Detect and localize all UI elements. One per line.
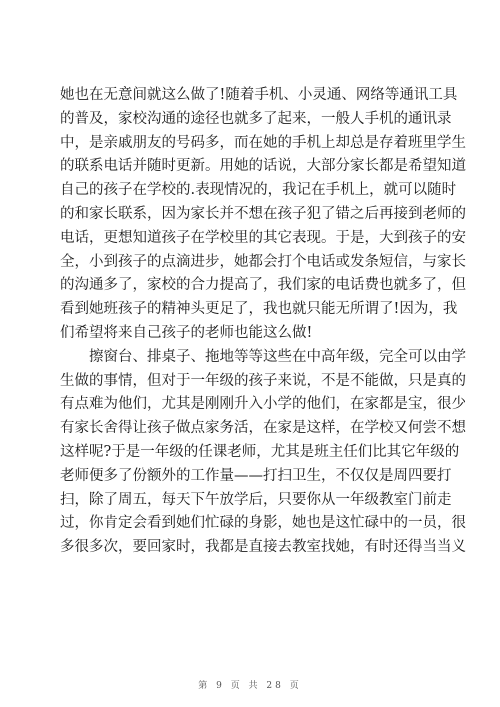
text-line: 这样呢?于是一年级的任课老师，尤其是班主任们比其它年级的 (60, 443, 460, 460)
text-line: 的和家长联系，因为家长并不想在孩子犯了错之后再接到老师的 (60, 205, 466, 222)
paragraph-1 (60, 84, 466, 346)
paragraph-2 (60, 346, 466, 560)
page-number-footer: 第 9 页 共 28 页 (198, 681, 302, 691)
text-line: 们希望将来自己孩子的老师也能这么做! (60, 324, 313, 341)
text-line: 的联系电话并随时更新。用她的话说，大部分家长都是希望知道 (60, 158, 466, 175)
text-line: 的沟通多了，家校的合力提高了，我们家的电话费也就多了，但 (60, 277, 466, 294)
text-line: 生做的事情，但对于一年级的孩子来说，不是不能做，只是真的 (60, 372, 466, 389)
text-line: 有家长舍得让孩子做点家务活，在家是这样，在学校又何尝不想 (60, 420, 466, 437)
text-line: 看到她班孩子的精神头更足了，我也就只能无所谓了!因为，我 (60, 301, 458, 318)
text-line: 全，小到孩子的点滴进步，她都会打个电话或发条短信，与家长 (60, 253, 466, 270)
text-line: 擦窗台、排桌子、拖地等等这些在中高年级，完全可以由学 (89, 348, 466, 365)
text-line: 过，你肯定会看到她们忙碌的身影，她也是这忙碌中的一员，很 (60, 515, 466, 532)
text-line: 中，是亲戚朋友的号码多，而在她的手机上却总是存着班里学生 (60, 134, 466, 151)
text-line: 她也在无意间就这么做了!随着手机、小灵通、网络等通讯工具 (60, 87, 458, 103)
document-body (60, 84, 466, 560)
text-line: 老师便多了份额外的工作量——打扫卫生，不仅仅是周四要打 (60, 467, 452, 484)
text-line: 电话，更想知道孩子在学校里的其它表现。于是，大到孩子的安 (60, 229, 466, 246)
text-line: 有点难为他们，尤其是刚刚升入小学的他们，在家都是宝，很少 (60, 396, 466, 413)
text-line: 多很多次，要回家时，我都是直接去教室找她，有时还得当当义 (60, 539, 466, 556)
text-line: 的普及，家校沟通的途径也就多了起来，一般人手机的通讯录 (60, 110, 452, 127)
text-line: 扫，除了周五，每天下午放学后，只要你从一年级教室门前走 (60, 491, 452, 508)
text-line: 自己的孩子在学校的.表现情况的，我记在手机上，就可以随时 (60, 182, 457, 199)
